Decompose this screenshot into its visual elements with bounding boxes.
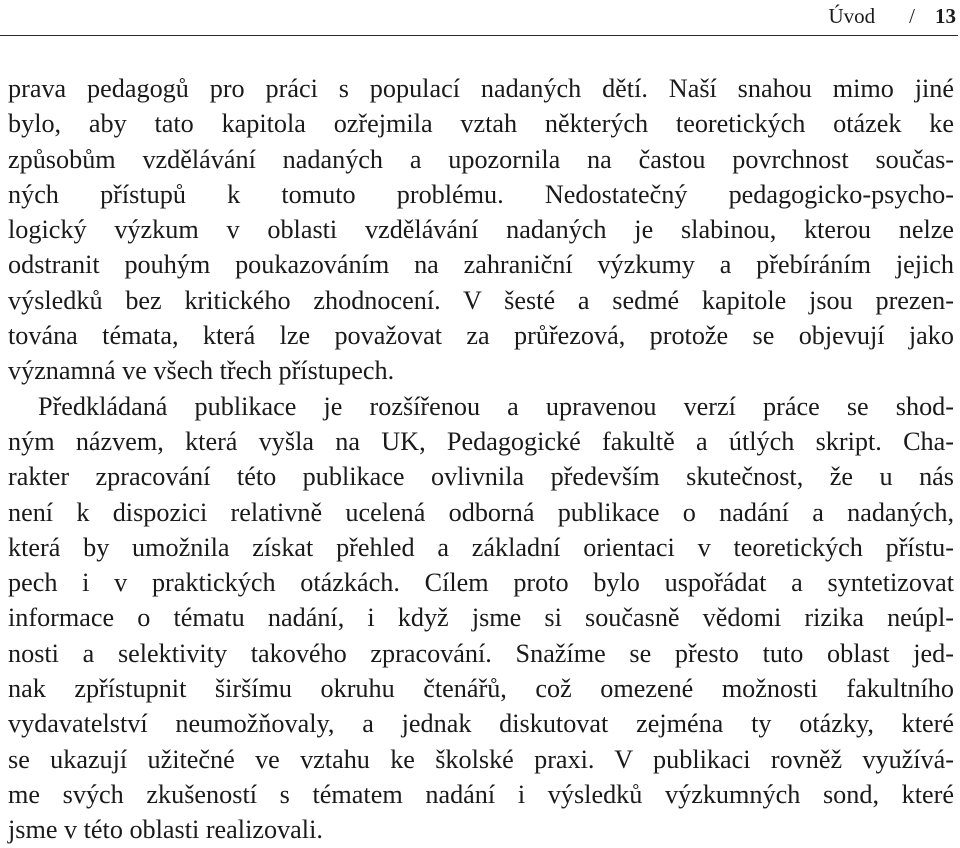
- text-line: me svých zkušeností s tématem nadání i výsledků výzkumných sond, které: [8, 779, 954, 809]
- section-title: Úvod: [828, 4, 876, 28]
- text-line: rakter zpracování této publikace ovlivnila především skutečnost, že u nás: [8, 462, 954, 492]
- header-rule: [0, 35, 958, 36]
- text-line: se ukazují užitečné ve vztahu ke školské praxi. V publikaci rovněž využívá-: [8, 744, 954, 774]
- paragraph: [8, 389, 954, 848]
- text-line: Předkládaná publikace je rozšířenou a upravenou verzí práce se shod-: [38, 391, 954, 421]
- text-line: jsme v této oblasti realizovali.: [8, 815, 323, 845]
- page-number: 13: [935, 4, 956, 28]
- paragraph: [8, 71, 954, 389]
- text-line: nosti a selektivity takového zpracování. Snažíme se přesto tuto oblast jed-: [8, 638, 954, 668]
- body-text: [8, 71, 954, 848]
- text-line: odstranit pouhým poukazováním na zahraniční výzkumy a přebíráním jejich: [8, 250, 954, 280]
- text-line: výsledků bez kritického zhodnocení. V šesté a sedmé kapitole jsou prezen-: [8, 285, 954, 315]
- text-line: způsobům vzdělávání nadaných a upozornila na častou povrchnost součas-: [8, 144, 954, 174]
- text-line: není k dispozici relativně ucelená odborná publikace o nadání a nadaných,: [8, 497, 954, 527]
- header-separator: /: [909, 4, 915, 28]
- text-line: ných přístupů k tomuto problému. Nedostatečný pedagogicko-psycho-: [8, 179, 954, 209]
- text-line: vydavatelství neumožňovaly, a jednak diskutovat zejména ty otázky, které: [8, 709, 954, 739]
- text-line: prava pedagogů pro práci s populací nadaných dětí. Naší snahou mimo jiné: [8, 74, 954, 103]
- text-line: pech i v praktických otázkách. Cílem proto bylo uspořádat a syntetizovat: [8, 568, 954, 598]
- text-line: informace o tématu nadání, i když jsme si současně vědomi rizika neúpl-: [8, 603, 954, 633]
- text-line: tována témata, která lze považovat za průřezová, protože se objevují jako: [8, 321, 954, 351]
- text-line: významná ve všech třech přístupech.: [8, 356, 395, 386]
- text-line: která by umožnila získat přehled a základní orientaci v teoretických přístu-: [8, 532, 954, 562]
- text-line: ným názvem, která vyšla na UK, Pedagogické fakultě a útlých skript. Cha-: [8, 426, 954, 456]
- text-line: nak zpřístupnit širšímu okruhu čtenářů, což omezené možnosti fakultního: [8, 674, 954, 704]
- text-line: logický výzkum v oblasti vzdělávání nadaných je slabinou, kterou nelze: [8, 215, 954, 245]
- text-line: bylo, aby tato kapitola ozřejmila vztah některých teoretických otázek ke: [8, 109, 954, 139]
- running-head: [828, 4, 956, 30]
